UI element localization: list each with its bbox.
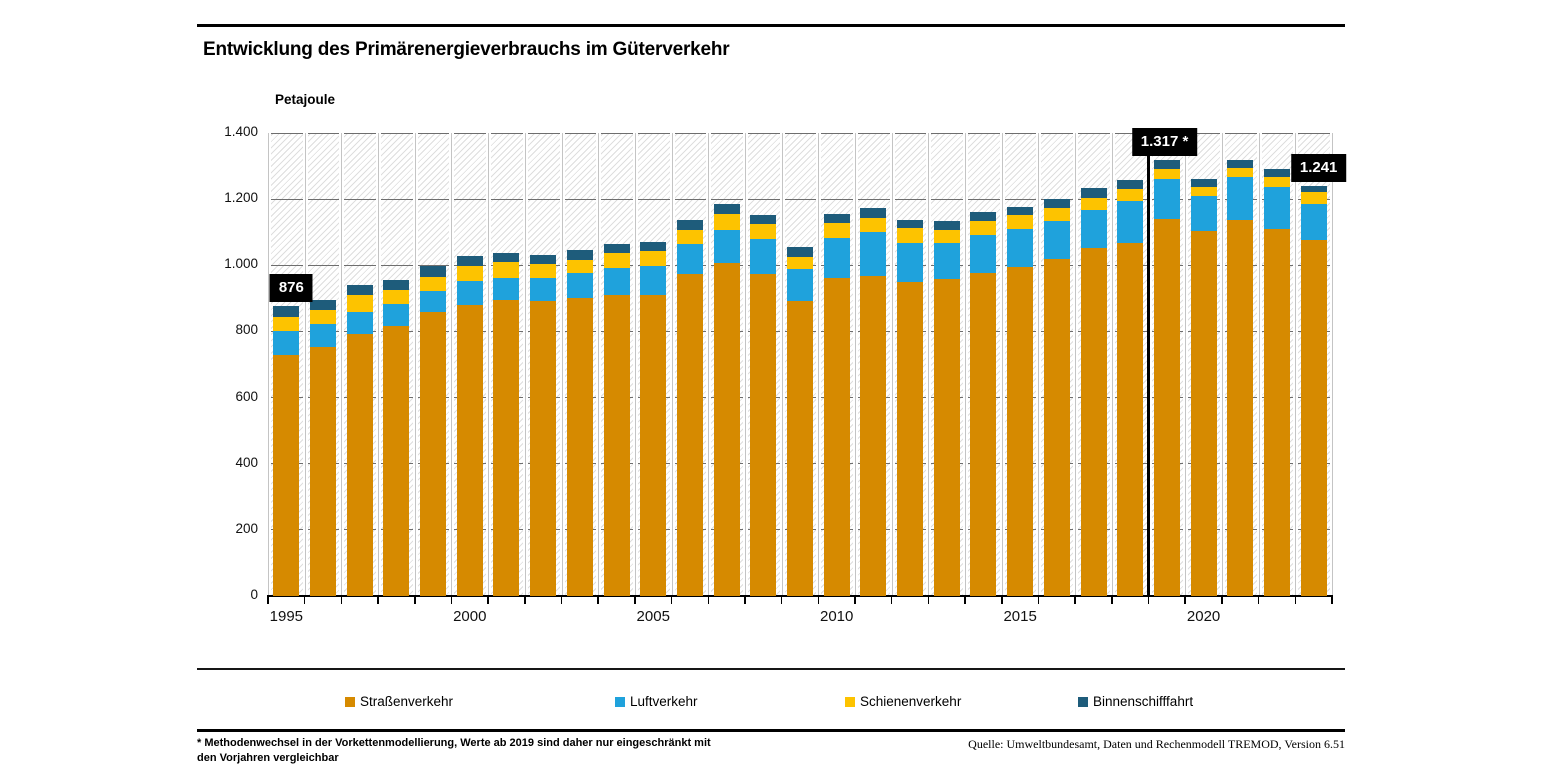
bar-segment-Luftverkehr-2017 — [1081, 210, 1107, 248]
gridline-v-10 — [633, 133, 638, 596]
x-axis-tick-6 — [487, 597, 489, 604]
bar-segment-Binnenschifffahrt-2000 — [457, 256, 483, 266]
bar-segment-Luftverkehr-2020 — [1191, 196, 1217, 231]
x-axis-tick-2 — [341, 597, 343, 604]
gridline-v-17 — [890, 133, 895, 596]
bar-segment-Luftverkehr-2021 — [1227, 177, 1253, 219]
bar-segment-Straßenverkehr-2001 — [493, 300, 519, 596]
top-rule — [197, 24, 1345, 27]
legend — [197, 694, 1345, 714]
x-axis-tick-22 — [1074, 597, 1076, 604]
x-tick-label-2015: 2015 — [1003, 608, 1037, 625]
x-axis-tick-18 — [928, 597, 930, 604]
legend-label-Straßenverkehr: Straßenverkehr — [360, 694, 454, 709]
bar-segment-Schienenverkehr-2009 — [787, 257, 813, 269]
gridline-v-12 — [706, 133, 711, 596]
bar-segment-Binnenschifffahrt-2017 — [1081, 188, 1107, 197]
bar-segment-Luftverkehr-2023 — [1301, 204, 1327, 239]
gridline-v-9 — [596, 133, 601, 596]
bar-segment-Schienenverkehr-2022 — [1264, 177, 1290, 186]
y-tick-label-600: 600 — [235, 388, 258, 404]
bar-segment-Binnenschifffahrt-2006 — [677, 220, 703, 230]
gridline-v-16 — [853, 133, 858, 596]
plot-area — [268, 133, 1332, 596]
bar-segment-Binnenschifffahrt-2014 — [970, 212, 996, 221]
gridline-v-15 — [816, 133, 821, 596]
bar-segment-Binnenschifffahrt-2019 — [1154, 160, 1180, 168]
bar-segment-Binnenschifffahrt-2013 — [934, 221, 960, 230]
bar-segment-Schienenverkehr-1996 — [310, 310, 336, 324]
bar-segment-Binnenschifffahrt-1995 — [273, 306, 299, 316]
bar-segment-Schienenverkehr-2014 — [970, 221, 996, 235]
x-axis-tick-23 — [1111, 597, 1113, 604]
x-tick-label-1995: 1995 — [269, 608, 304, 625]
bar-segment-Schienenverkehr-1997 — [347, 295, 373, 312]
x-axis-tick-5 — [451, 597, 453, 604]
y-tick-label-1.000: 1.000 — [224, 256, 258, 272]
bar-segment-Straßenverkehr-2022 — [1264, 229, 1290, 596]
bar-segment-Binnenschifffahrt-1996 — [310, 300, 336, 311]
x-axis-tick-13 — [744, 597, 746, 604]
bar-segment-Straßenverkehr-2008 — [750, 274, 776, 596]
method-change-line — [1147, 156, 1150, 596]
legend-label-Binnenschifffahrt: Binnenschifffahrt — [1093, 694, 1194, 709]
x-axis-tick-24 — [1148, 597, 1150, 604]
bar-segment-Binnenschifffahrt-2015 — [1007, 207, 1033, 216]
chart-title: Entwicklung des Primärenergieverbrauchs im Güterverkehr — [203, 39, 730, 60]
gridline-v-20 — [1000, 133, 1005, 596]
gridline-v-8 — [560, 133, 565, 596]
x-axis-tick-11 — [671, 597, 673, 604]
gridline-v-1 — [303, 133, 308, 596]
x-axis-tick-17 — [891, 597, 893, 604]
bar-segment-Schienenverkehr-2001 — [493, 262, 519, 277]
x-axis-tick-28 — [1295, 597, 1297, 604]
bar-segment-Straßenverkehr-2021 — [1227, 220, 1253, 596]
y-tick-label-200: 200 — [235, 520, 258, 536]
bar-segment-Binnenschifffahrt-2018 — [1117, 180, 1143, 189]
bar-segment-Binnenschifffahrt-2005 — [640, 242, 666, 252]
bar-segment-Luftverkehr-2008 — [750, 239, 776, 274]
gridline-v-25 — [1183, 133, 1188, 596]
bar-segment-Luftverkehr-2022 — [1264, 187, 1290, 229]
bar-segment-Binnenschifffahrt-2003 — [567, 250, 593, 259]
x-tick-label-2000: 2000 — [453, 608, 487, 625]
x-axis-tick-20 — [1001, 597, 1003, 604]
gridline-v-7 — [523, 133, 528, 596]
bar-segment-Schienenverkehr-2008 — [750, 224, 776, 239]
bar-segment-Schienenverkehr-2007 — [714, 214, 740, 230]
gridline-v-6 — [486, 133, 491, 596]
bar-segment-Straßenverkehr-2023 — [1301, 240, 1327, 596]
bar-segment-Binnenschifffahrt-2001 — [493, 253, 519, 263]
gridline-v-18 — [926, 133, 931, 596]
gridline-v-23 — [1110, 133, 1115, 596]
bar-segment-Straßenverkehr-2019 — [1154, 219, 1180, 596]
bar-segment-Straßenverkehr-2011 — [860, 276, 886, 596]
x-axis-tick-29 — [1331, 597, 1333, 604]
x-axis-tick-19 — [964, 597, 966, 604]
bar-segment-Schienenverkehr-2004 — [604, 253, 630, 268]
gridline-v-29 — [1330, 133, 1335, 596]
legend-item-Luftverkehr — [615, 694, 698, 709]
bar-segment-Straßenverkehr-2006 — [677, 274, 703, 596]
legend-label-Schienenverkehr: Schienenverkehr — [860, 694, 962, 709]
y-tick-label-400: 400 — [235, 454, 258, 470]
legend-divider — [197, 668, 1345, 670]
gridline-v-27 — [1257, 133, 1262, 596]
bar-segment-Luftverkehr-2000 — [457, 281, 483, 305]
bar-segment-Straßenverkehr-2014 — [970, 273, 996, 596]
bar-segment-Straßenverkehr-2004 — [604, 295, 630, 596]
bar-segment-Binnenschifffahrt-1997 — [347, 285, 373, 295]
bar-segment-Schienenverkehr-2000 — [457, 266, 483, 281]
bar-segment-Straßenverkehr-2010 — [824, 278, 850, 596]
bar-segment-Luftverkehr-2007 — [714, 230, 740, 263]
gridline-v-11 — [670, 133, 675, 596]
bar-segment-Luftverkehr-2018 — [1117, 201, 1143, 244]
x-axis-tick-21 — [1038, 597, 1040, 604]
bar-segment-Schienenverkehr-2010 — [824, 223, 850, 238]
bar-segment-Luftverkehr-1999 — [420, 291, 446, 312]
bar-segment-Binnenschifffahrt-2009 — [787, 247, 813, 257]
x-axis-tick-3 — [377, 597, 379, 604]
gridline-v-21 — [1036, 133, 1041, 596]
x-axis-tick-14 — [781, 597, 783, 604]
bar-segment-Straßenverkehr-2018 — [1117, 243, 1143, 596]
x-axis-tick-12 — [708, 597, 710, 604]
bar-segment-Luftverkehr-2005 — [640, 266, 666, 295]
bar-segment-Luftverkehr-2002 — [530, 278, 556, 301]
bar-segment-Binnenschifffahrt-2020 — [1191, 179, 1217, 187]
bar-segment-Straßenverkehr-2020 — [1191, 231, 1217, 596]
value-label-1995: 876 — [270, 274, 313, 302]
gridline-v-5 — [449, 133, 454, 596]
bar-segment-Schienenverkehr-2017 — [1081, 198, 1107, 211]
x-axis-tick-26 — [1221, 597, 1223, 604]
bar-segment-Schienenverkehr-1995 — [273, 317, 299, 332]
bar-segment-Straßenverkehr-1996 — [310, 347, 336, 596]
bar-segment-Binnenschifffahrt-2011 — [860, 208, 886, 217]
y-tick-label-800: 800 — [235, 322, 258, 338]
x-axis-tick-1 — [304, 597, 306, 604]
gridline-v-2 — [339, 133, 344, 596]
footnote-line-1: * Methodenwechsel in der Vorkettenmodellierung, Werte ab 2019 sind daher nur eingeschränkt mit — [197, 737, 711, 749]
bar-segment-Luftverkehr-1996 — [310, 324, 336, 347]
x-axis-tick-0 — [267, 597, 269, 604]
bar-segment-Luftverkehr-2010 — [824, 238, 850, 278]
gridline-v-3 — [376, 133, 381, 596]
bar-segment-Luftverkehr-1995 — [273, 331, 299, 355]
legend-swatch-Luftverkehr — [615, 697, 625, 707]
bar-segment-Schienenverkehr-2013 — [934, 230, 960, 244]
legend-item-Schienenverkehr — [845, 694, 961, 709]
legend-swatch-Binnenschifffahrt — [1078, 697, 1088, 707]
bar-segment-Straßenverkehr-2012 — [897, 282, 923, 596]
bar-segment-Binnenschifffahrt-2023 — [1301, 186, 1327, 193]
x-tick-label-2010: 2010 — [820, 608, 854, 625]
bar-segment-Binnenschifffahrt-2007 — [714, 204, 740, 213]
bar-segment-Straßenverkehr-1999 — [420, 312, 446, 596]
legend-label-Luftverkehr: Luftverkehr — [630, 694, 698, 709]
legend-item-Straßenverkehr — [345, 694, 453, 709]
bar-segment-Schienenverkehr-2011 — [860, 218, 886, 233]
bar-segment-Schienenverkehr-2005 — [640, 251, 666, 266]
x-axis-tick-4 — [414, 597, 416, 604]
footnote-line-2: den Vorjahren vergleichbar — [197, 752, 339, 764]
bar-segment-Luftverkehr-2006 — [677, 244, 703, 274]
bar-segment-Luftverkehr-2015 — [1007, 229, 1033, 267]
bar-segment-Luftverkehr-2003 — [567, 273, 593, 298]
bar-segment-Binnenschifffahrt-2002 — [530, 255, 556, 264]
x-axis-tick-25 — [1184, 597, 1186, 604]
bar-segment-Luftverkehr-2013 — [934, 243, 960, 278]
bar-segment-Straßenverkehr-2013 — [934, 279, 960, 596]
bar-segment-Schienenverkehr-2015 — [1007, 215, 1033, 229]
bar-segment-Schienenverkehr-2021 — [1227, 168, 1253, 177]
x-axis-tick-9 — [597, 597, 599, 604]
bar-segment-Luftverkehr-1998 — [383, 304, 409, 327]
gridline-v-22 — [1073, 133, 1078, 596]
bar-segment-Luftverkehr-1997 — [347, 312, 373, 334]
bar-segment-Straßenverkehr-2007 — [714, 263, 740, 596]
bar-segment-Binnenschifffahrt-1999 — [420, 266, 446, 276]
gridline-v-4 — [413, 133, 418, 596]
footnote-divider — [197, 729, 1345, 732]
bar-segment-Luftverkehr-2009 — [787, 269, 813, 302]
gridline-v-26 — [1220, 133, 1225, 596]
bar-segment-Straßenverkehr-2009 — [787, 301, 813, 596]
bar-segment-Luftverkehr-2019 — [1154, 179, 1180, 219]
y-tick-label-1.400: 1.400 — [224, 124, 258, 139]
gridline-v-14 — [780, 133, 785, 596]
gridline-v-13 — [743, 133, 748, 596]
bar-segment-Straßenverkehr-2016 — [1044, 259, 1070, 596]
bar-segment-Straßenverkehr-2003 — [567, 298, 593, 596]
bar-segment-Schienenverkehr-1998 — [383, 290, 409, 304]
bar-segment-Schienenverkehr-2020 — [1191, 187, 1217, 197]
bar-segment-Binnenschifffahrt-1998 — [383, 280, 409, 290]
x-axis-tick-10 — [634, 597, 636, 604]
bar-segment-Straßenverkehr-2005 — [640, 295, 666, 596]
bar-segment-Straßenverkehr-1998 — [383, 326, 409, 596]
value-label-2019: 1.317 * — [1132, 128, 1198, 156]
bar-segment-Luftverkehr-2004 — [604, 268, 630, 296]
value-label-2023: 1.241 — [1291, 154, 1347, 182]
bar-segment-Binnenschifffahrt-2012 — [897, 220, 923, 229]
bar-segment-Binnenschifffahrt-2022 — [1264, 169, 1290, 177]
x-axis-tick-8 — [561, 597, 563, 604]
bar-segment-Schienenverkehr-2002 — [530, 264, 556, 278]
bar-segment-Schienenverkehr-2018 — [1117, 189, 1143, 201]
bar-segment-Straßenverkehr-1997 — [347, 334, 373, 596]
bar-segment-Straßenverkehr-2017 — [1081, 248, 1107, 596]
bar-segment-Straßenverkehr-2015 — [1007, 267, 1033, 596]
bar-segment-Binnenschifffahrt-2016 — [1044, 199, 1070, 208]
footnote — [197, 736, 711, 766]
bar-segment-Luftverkehr-2012 — [897, 243, 923, 282]
bar-segment-Schienenverkehr-2019 — [1154, 169, 1180, 179]
bar-segment-Schienenverkehr-2012 — [897, 228, 923, 243]
bar-segment-Schienenverkehr-2023 — [1301, 192, 1327, 204]
bar-segment-Straßenverkehr-2002 — [530, 301, 556, 596]
source-text: Quelle: Umweltbundesamt, Daten und Rechenmodell TREMOD, Version 6.51 — [968, 737, 1345, 751]
legend-item-Binnenschifffahrt — [1078, 694, 1193, 709]
bar-segment-Luftverkehr-2001 — [493, 278, 519, 301]
gridline-v-28 — [1293, 133, 1298, 596]
x-axis-tick-16 — [854, 597, 856, 604]
x-axis-tick-7 — [524, 597, 526, 604]
bar-segment-Schienenverkehr-1999 — [420, 277, 446, 292]
gridline-v-19 — [963, 133, 968, 596]
bar-segment-Schienenverkehr-2016 — [1044, 208, 1070, 221]
bar-segment-Binnenschifffahrt-2008 — [750, 215, 776, 224]
legend-swatch-Schienenverkehr — [845, 697, 855, 707]
bar-segment-Binnenschifffahrt-2021 — [1227, 160, 1253, 168]
bar-segment-Luftverkehr-2014 — [970, 235, 996, 273]
legend-swatch-Straßenverkehr — [345, 697, 355, 707]
x-axis-tick-15 — [818, 597, 820, 604]
x-tick-label-2020: 2020 — [1186, 608, 1221, 625]
bar-segment-Binnenschifffahrt-2004 — [604, 244, 630, 253]
y-tick-label-1.200: 1.200 — [224, 190, 258, 206]
bar-segment-Binnenschifffahrt-2010 — [824, 214, 850, 223]
bar-segment-Straßenverkehr-1995 — [273, 355, 299, 596]
bar-segment-Straßenverkehr-2000 — [457, 305, 483, 596]
bar-segment-Luftverkehr-2016 — [1044, 221, 1070, 259]
bar-segment-Schienenverkehr-2006 — [677, 230, 703, 244]
bar-segment-Luftverkehr-2011 — [860, 232, 886, 276]
x-axis-tick-27 — [1258, 597, 1260, 604]
x-tick-label-2005: 2005 — [636, 608, 670, 625]
bar-segment-Schienenverkehr-2003 — [567, 260, 593, 274]
y-axis-unit-label: Petajoule — [275, 92, 336, 107]
y-tick-label-0: 0 — [250, 587, 258, 602]
gridline-v-0 — [266, 133, 271, 596]
